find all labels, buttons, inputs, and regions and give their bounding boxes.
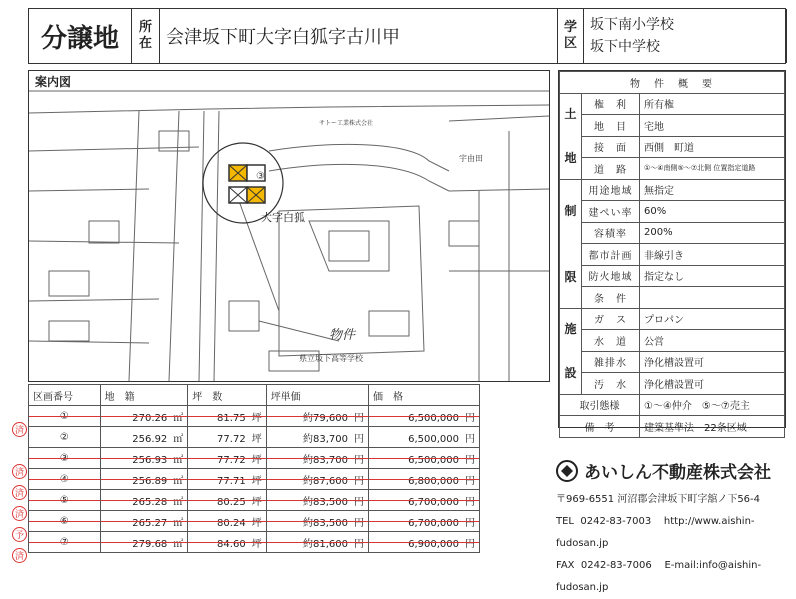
unit-label: ㎡	[173, 475, 184, 487]
lot-id: ③	[59, 452, 69, 464]
unit-label: 坪	[251, 454, 262, 466]
unit-label: 円	[465, 454, 475, 466]
map-drawing	[29, 71, 549, 381]
location-value: 会津坂下町大字白狐字古川甲	[160, 9, 558, 63]
spec-value: 無指定	[640, 179, 785, 201]
elementary-school: 坂下南小学校	[590, 17, 674, 33]
company-logo-icon	[556, 460, 578, 482]
col-tsubo: 坪 数	[188, 385, 266, 406]
unit-label: 円	[465, 538, 475, 550]
spec-group-label: 施 設	[560, 308, 582, 394]
spec-row	[560, 93, 785, 115]
unit-label: 円	[354, 517, 364, 529]
spec-footer-row	[560, 416, 785, 438]
lot-area: 256.93	[132, 454, 168, 466]
status-stamp: 済	[12, 506, 27, 521]
lot-price: 6,500,000	[408, 412, 459, 424]
lot-id: ④	[59, 473, 69, 485]
district-label: 大字白狐	[261, 211, 305, 224]
company-email[interactable]: E-mail:info@aishin-fudosan.jp	[556, 560, 762, 593]
spec-label: 用途地域	[582, 179, 640, 201]
spec-row	[560, 308, 785, 330]
spec-row	[560, 115, 785, 137]
spec-label: 条 件	[582, 287, 640, 309]
spec-row	[560, 330, 785, 352]
spec-group-label: 制 限	[560, 179, 582, 308]
spec-label: 権 利	[582, 93, 640, 115]
spec-label: ガ ス	[582, 308, 640, 330]
spec-value: 西側 町道	[640, 136, 785, 158]
unit-label: 円	[354, 496, 364, 508]
lot-row	[29, 406, 480, 427]
guide-map	[28, 70, 550, 382]
status-stamp: 済	[12, 422, 27, 437]
lot-area: 256.92	[132, 433, 168, 445]
lot-row	[29, 532, 480, 553]
spec-value: ①〜④南側⑤〜⑦北側 位置指定道路	[640, 158, 785, 180]
lot-id: ⑦	[59, 536, 69, 548]
lot-area: 279.68	[132, 538, 168, 550]
lot-id: ②	[59, 431, 69, 443]
property-overview	[558, 70, 786, 434]
company-url[interactable]: http://www.aishin-fudosan.jp	[556, 516, 755, 549]
spec-row	[560, 136, 785, 158]
parcel-marker: ③	[256, 171, 265, 182]
spec-label: 地 目	[582, 115, 640, 137]
unit-label: 坪	[251, 475, 262, 487]
spec-label: 容積率	[582, 222, 640, 244]
spec-value: 浄化槽設置可	[640, 351, 785, 373]
lot-id: ①	[59, 410, 69, 422]
map-label: 案内図	[35, 75, 72, 89]
spec-footer-label: 取引態様	[560, 394, 640, 416]
lot-unit-price: 約83,500	[303, 517, 348, 529]
spec-label: 雑排水	[582, 351, 640, 373]
lot-table	[14, 384, 480, 562]
junior-high-school: 坂下中学校	[590, 39, 660, 55]
lot-unit-price: 約87,600	[303, 475, 348, 487]
unit-label: 円	[354, 433, 364, 445]
lot-unit-price: 約83,700	[303, 454, 348, 466]
unit-label: ㎡	[173, 538, 184, 550]
spec-footer-value: 建築基準法 22条区域	[640, 416, 785, 438]
spec-label: 汚 水	[582, 373, 640, 395]
lot-row	[29, 469, 480, 490]
unit-label: 坪	[251, 517, 262, 529]
spec-label: 都市計画	[582, 244, 640, 266]
unit-label: 円	[354, 412, 364, 424]
unit-label: 円	[465, 433, 475, 445]
lot-area: 265.27	[132, 517, 168, 529]
unit-label: ㎡	[173, 496, 184, 508]
spec-label: 水 道	[582, 330, 640, 352]
spec-label: 建ぺい率	[582, 201, 640, 223]
spec-row	[560, 265, 785, 287]
lot-row	[29, 427, 480, 448]
location-label: 所 在	[132, 9, 160, 63]
spec-label: 接 面	[582, 136, 640, 158]
unit-label: 円	[465, 412, 475, 424]
lot-price: 6,700,000	[408, 517, 459, 529]
lot-tsubo: 81.75	[217, 412, 246, 424]
unit-label: 坪	[251, 496, 262, 508]
spec-value: 公営	[640, 330, 785, 352]
lot-area: 265.28	[132, 496, 168, 508]
status-stamp: 済	[12, 464, 27, 479]
lot-unit-price: 約83,700	[303, 433, 348, 445]
lot-unit-price: 約79,600	[303, 412, 348, 424]
lot-table-container	[14, 384, 480, 562]
lot-row	[29, 490, 480, 511]
lot-price: 6,700,000	[408, 496, 459, 508]
lot-area: 270.26	[132, 412, 168, 424]
unit-label: 円	[465, 475, 475, 487]
spec-row	[560, 222, 785, 244]
school-list	[584, 9, 787, 63]
unit-label: ㎡	[173, 412, 184, 424]
lot-tsubo: 77.71	[217, 475, 246, 487]
spec-footer-row	[560, 394, 785, 416]
col-unit-price: 坪単価	[266, 385, 368, 406]
spec-value: 60%	[640, 201, 785, 223]
col-area: 地 籍	[100, 385, 188, 406]
spec-row	[560, 244, 785, 266]
school-map-label: 県立坂下高等学校	[299, 354, 363, 363]
spec-value	[640, 287, 785, 309]
unit-label: 坪	[251, 433, 262, 445]
lot-price: 6,500,000	[408, 454, 459, 466]
spec-group-label: 土 地	[560, 93, 582, 179]
spec-row	[560, 201, 785, 223]
company-address: 〒969-6551 河沼郡会津坂下町字舘ノ下56-4	[556, 494, 761, 505]
spec-row	[560, 179, 785, 201]
company-tel: 0242-83-7003	[580, 516, 652, 527]
spec-row	[560, 287, 785, 309]
handwritten-note: 物件	[329, 328, 356, 343]
lot-unit-price: 約83,500	[303, 496, 348, 508]
company-fax: 0242-83-7006	[580, 560, 652, 571]
lot-tsubo: 84.60	[217, 538, 246, 550]
col-price: 価 格	[369, 385, 480, 406]
status-stamp: 済	[12, 548, 27, 563]
unit-label: 円	[465, 517, 475, 529]
lot-tsubo: 77.72	[217, 454, 246, 466]
company-map-label: サトー工業株式会社	[319, 120, 374, 127]
spec-value: 浄化槽設置可	[640, 373, 785, 395]
spec-footer-value: ①〜④仲介 ⑤〜⑦売主	[640, 394, 785, 416]
spec-value: 200%	[640, 222, 785, 244]
company-info	[556, 458, 796, 599]
page-title: 分譲地	[29, 9, 132, 63]
col-lot-id: 区画番号	[29, 385, 101, 406]
spec-label: 防火地域	[582, 265, 640, 287]
spec-footer-label: 備 考	[560, 416, 640, 438]
spec-value: 指定なし	[640, 265, 785, 287]
unit-label: 円	[354, 538, 364, 550]
school-district-label: 学 区	[558, 9, 584, 63]
lot-id: ⑥	[59, 515, 69, 527]
spec-row	[560, 158, 785, 180]
lot-row	[29, 448, 480, 469]
header-bar	[28, 8, 786, 64]
spec-header: 物 件 概 要	[560, 72, 785, 94]
status-stamp: 予	[12, 527, 27, 542]
lot-tsubo: 80.25	[217, 496, 246, 508]
lot-id: ⑤	[59, 494, 69, 506]
unit-label: 円	[354, 454, 364, 466]
spec-row	[560, 373, 785, 395]
unit-label: 円	[465, 496, 475, 508]
spec-value: 宅地	[640, 115, 785, 137]
spec-label: 道 路	[582, 158, 640, 180]
spec-value: 非線引き	[640, 244, 785, 266]
spec-table	[559, 71, 785, 438]
area-map-label: 宇由田	[459, 154, 483, 163]
spec-row	[560, 351, 785, 373]
lot-unit-price: 約81,600	[303, 538, 348, 550]
lot-tsubo: 77.72	[217, 433, 246, 445]
company-name: あいしん不動産株式会社	[584, 463, 771, 483]
spec-value: 所有権	[640, 93, 785, 115]
unit-label: 坪	[251, 538, 262, 550]
unit-label: 坪	[251, 412, 262, 424]
unit-label: ㎡	[173, 454, 184, 466]
lot-price: 6,900,000	[408, 538, 459, 550]
lot-tsubo: 80.24	[217, 517, 246, 529]
unit-label: 円	[354, 475, 364, 487]
lot-price: 6,800,000	[408, 475, 459, 487]
lot-area: 256.89	[132, 475, 168, 487]
lot-row	[29, 511, 480, 532]
unit-label: ㎡	[173, 433, 184, 445]
company-contact: 〒969-6551 河沼郡会津坂下町字舘ノ下56-4 TEL 0242-83-7003 http://www.aishin-fudosan.jp FAX 0242-83-7006 E-mail:info@aishin-fudosan.jp	[556, 489, 796, 599]
unit-label: ㎡	[173, 517, 184, 529]
lot-price: 6,500,000	[408, 433, 459, 445]
spec-value: プロパン	[640, 308, 785, 330]
company-name-row	[556, 458, 796, 483]
status-stamp: 済	[12, 485, 27, 500]
